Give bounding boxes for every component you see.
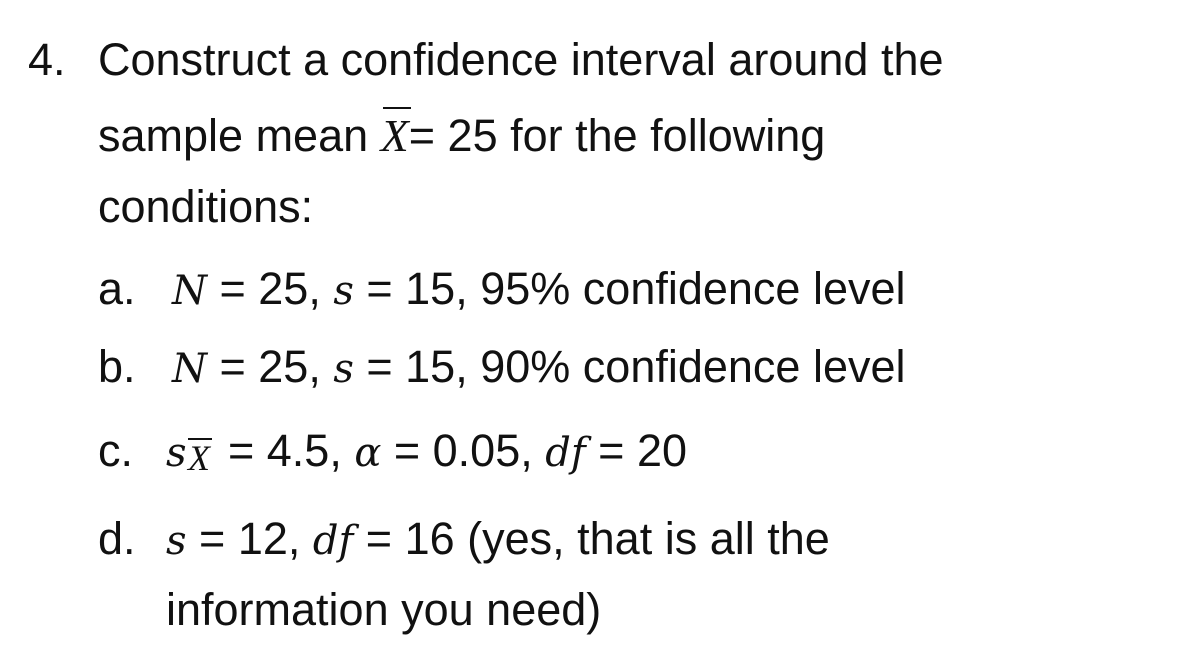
item-letter: c. <box>98 425 134 476</box>
question-number: 4. <box>28 34 66 85</box>
s-symbol: s <box>166 518 187 564</box>
item-c <box>98 425 687 478</box>
item-text: = 16 (yes, that is all the <box>353 513 830 564</box>
item-letter: b. <box>98 341 136 392</box>
question-line-1: Construct a confidence interval around the <box>98 34 944 85</box>
df-symbol: df <box>312 518 354 564</box>
item-text: = 15, 90% confidence level <box>353 341 906 392</box>
alpha-symbol: α <box>354 430 382 476</box>
s-symbol: s <box>333 268 354 314</box>
question-line-2 <box>98 110 826 161</box>
question-line-2-post: = 25 for the following <box>408 110 826 161</box>
item-b <box>98 341 906 392</box>
n-symbol: N <box>172 268 207 314</box>
item-letter: d. <box>98 513 136 564</box>
item-text: = 20 <box>585 425 687 476</box>
item-text: = 4.5, <box>228 425 355 476</box>
question-line-2-pre: sample mean <box>98 110 369 161</box>
std-error-subscript: X <box>188 438 210 478</box>
item-text: = 25, <box>207 341 334 392</box>
item-d <box>98 513 830 564</box>
sample-mean-symbol: X <box>381 113 409 159</box>
item-text: = 12, <box>186 513 313 564</box>
item-d-line-2: information you need) <box>166 584 602 635</box>
item-a <box>98 263 906 314</box>
question-line-3: conditions: <box>98 181 314 232</box>
std-error-symbol: s X <box>166 430 210 478</box>
df-symbol: df <box>545 430 586 476</box>
item-text: = 25, <box>207 263 334 314</box>
item-text: = 15, 95% confidence level <box>353 263 906 314</box>
item-letter: a. <box>98 263 136 314</box>
n-symbol: N <box>172 346 207 392</box>
item-text: = 0.05, <box>381 425 546 476</box>
s-symbol: s <box>333 346 354 392</box>
